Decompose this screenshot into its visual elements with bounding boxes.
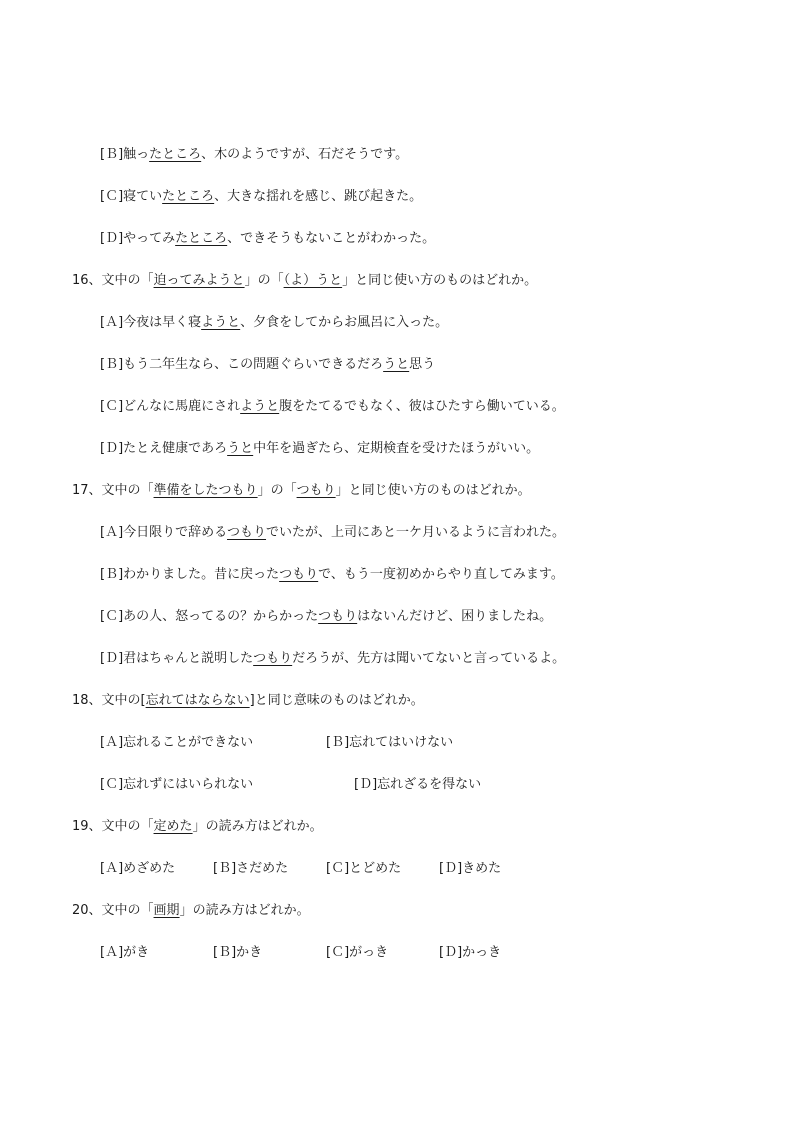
option-prev-c: [Ｃ]寝ていたところ、大きな揺れを感じ、跳び起きた。	[100, 189, 423, 204]
option-18-c: [Ｃ]忘れずにはいられない	[100, 777, 254, 792]
option-18-d: [Ｄ]忘れざるを得ない	[354, 777, 482, 792]
question-19: 19、文中の「定めた」の読み方はどれか。	[72, 819, 323, 834]
option-prev-d: [Ｄ]やってみたところ、できそうもないことがわかった。	[100, 231, 436, 246]
option-20-a: [Ａ]がき	[100, 945, 150, 960]
option-17-b: [Ｂ]わかりました。昔に戻ったつもりで、もう一度初めからやり直してみます。	[100, 567, 564, 582]
question-16: 16、文中の「迫ってみようと」の「（よ）うと」と同じ使い方のものはどれか。	[72, 273, 538, 288]
option-19-a: [Ａ]めざめた	[100, 861, 176, 876]
option-18-b: [Ｂ]忘れてはいけない	[326, 735, 454, 750]
option-19-c: [Ｃ]とどめた	[326, 861, 402, 876]
option-16-b: [Ｂ]もう二年生なら、この問題ぐらいできるだろうと思う	[100, 357, 436, 372]
option-18-a: [Ａ]忘れることができない	[100, 735, 254, 750]
question-20: 20、文中の「画期」の読み方はどれか。	[72, 903, 310, 918]
option-prev-b: [Ｂ]触ったところ、木のようですが、石だそうです。	[100, 147, 409, 162]
option-17-a: [Ａ]今日限りで辞めるつもりでいたが、上司にあと一ケ月いるように言われた。	[100, 525, 566, 540]
question-17: 17、文中の「準備をしたつもり」の「つもり」と同じ使い方のものはどれか。	[72, 483, 531, 498]
option-20-d: [Ｄ]かっき	[439, 945, 502, 960]
option-20-b: [Ｂ]かき	[213, 945, 263, 960]
option-19-b: [Ｂ]さだめた	[213, 861, 289, 876]
option-17-d: [Ｄ]君はちゃんと説明したつもりだろうが、先方は聞いてないと言っているよ。	[100, 651, 566, 666]
option-17-c: [Ｃ]あの人、怒ってるの？からかったつもりはないんだけど、困りましたね。	[100, 609, 553, 624]
option-16-a: [Ａ]今夜は早く寝ようと、夕食をしてからお風呂に入った。	[100, 315, 449, 330]
option-16-d: [Ｄ]たとえ健康であろうと中年を過ぎたら、定期検査を受けたほうがいい。	[100, 441, 540, 456]
option-16-c: [Ｃ]どんなに馬鹿にされようと腹をたてるでもなく、彼はひたすら働いている。	[100, 399, 565, 414]
question-18: 18、文中の[忘れてはならない]と同じ意味のものはどれか。	[72, 693, 424, 708]
option-20-c: [Ｃ]がっき	[326, 945, 389, 960]
option-19-d: [Ｄ]きめた	[439, 861, 502, 876]
